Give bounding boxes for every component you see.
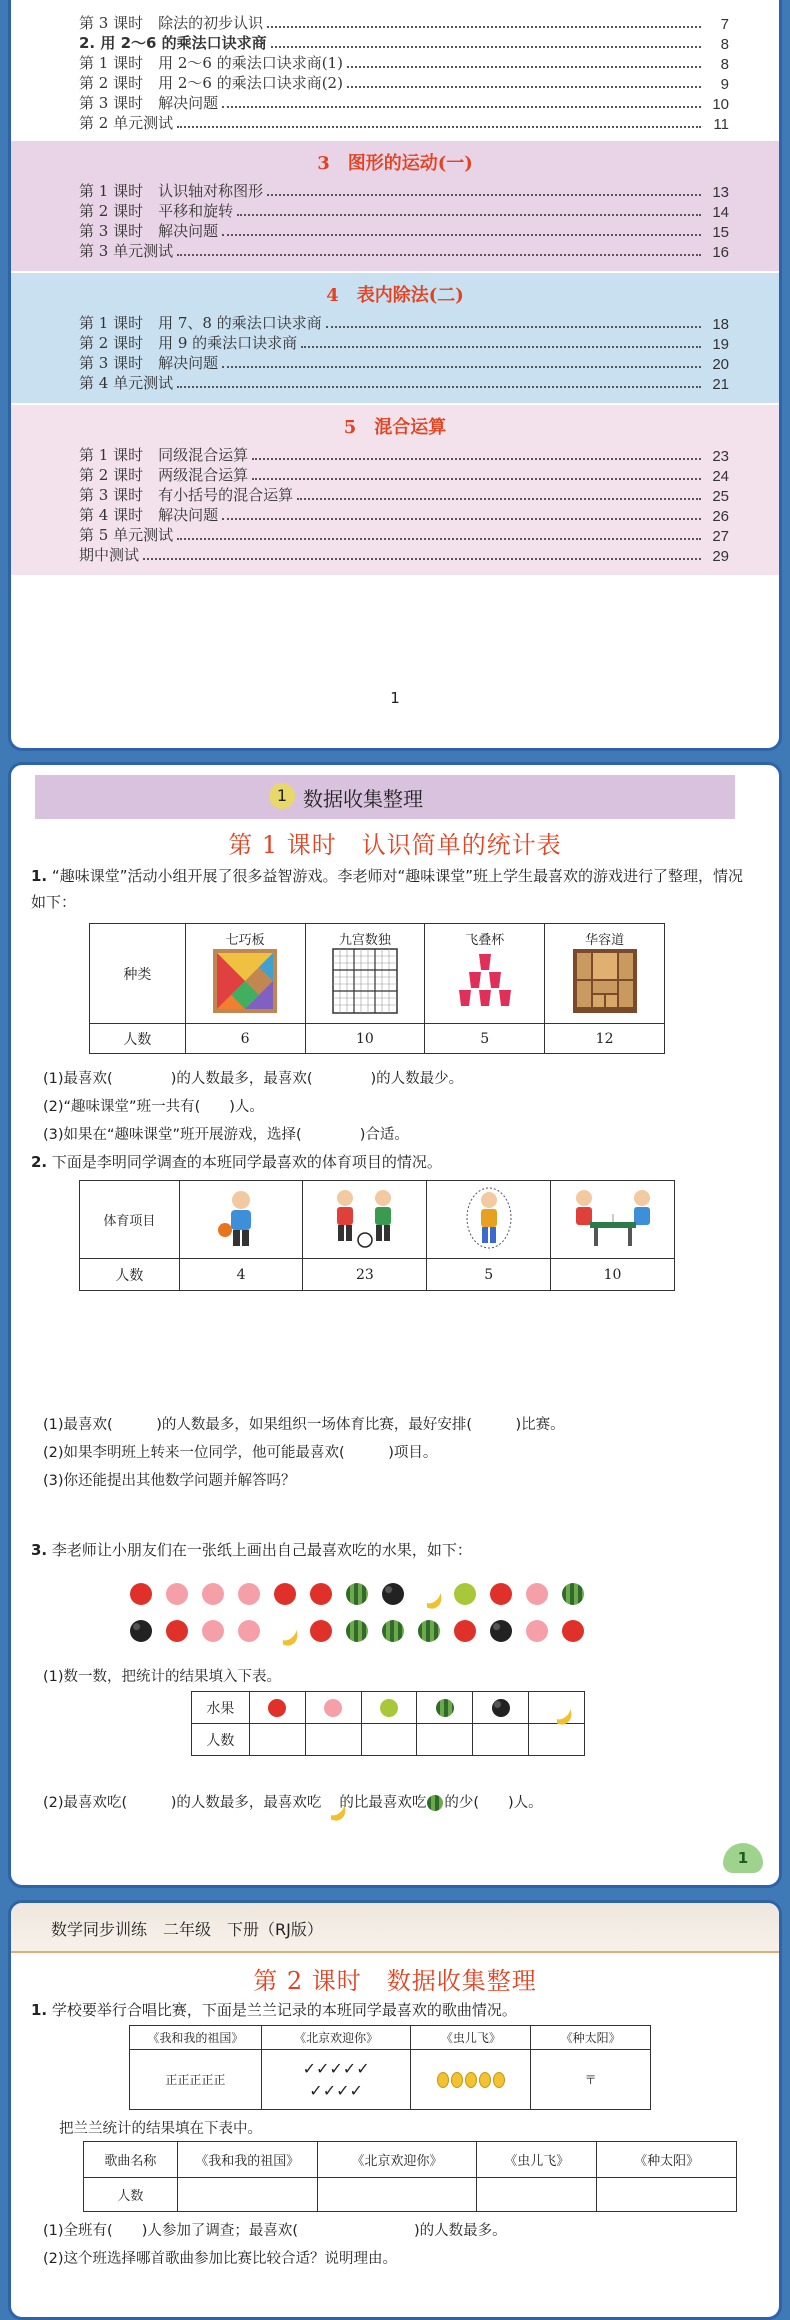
toc-entry xyxy=(79,503,729,525)
toc-entry-label: 第 3 单元测试 xyxy=(79,242,174,260)
q3-sub-2-part-a: (2)最喜欢吃( )的人数最多，最喜欢吃 xyxy=(43,1795,322,1811)
toc-entry xyxy=(79,523,729,545)
watermelon-icon xyxy=(436,1699,454,1717)
toc-entry-label: 第 2 单元测试 xyxy=(79,114,174,132)
peach-icon xyxy=(526,1620,548,1642)
answer-cell[interactable] xyxy=(417,1724,473,1756)
basketball-kid-icon xyxy=(211,1186,271,1250)
toc-dot-leader xyxy=(252,478,701,480)
lesson-2-page xyxy=(8,1900,782,2320)
toc-entry-page: 11 xyxy=(713,116,729,133)
question-number: 1. xyxy=(31,2001,48,2019)
banana-icon xyxy=(322,1795,338,1811)
count-cell: 10 xyxy=(305,1024,425,1054)
toc-entry xyxy=(79,11,729,33)
toc-entry-page: 8 xyxy=(720,56,729,73)
tally-marks: ✓✓✓✓ xyxy=(309,2080,363,2100)
coin-icon xyxy=(437,2072,449,2088)
toc-entry-page: 15 xyxy=(712,224,729,241)
apple-icon xyxy=(274,1583,296,1605)
toc-entry xyxy=(79,31,729,53)
fruit-header-cell xyxy=(529,1692,585,1724)
q1-sub-2: (2)“趣味课堂”班一共有( )人。 xyxy=(43,1099,264,1115)
q1-sub-3: (3)如果在“趣味课堂”班开展游戏，选择( )合适。 xyxy=(43,1127,409,1143)
apple-icon xyxy=(310,1620,332,1642)
grape-icon xyxy=(130,1620,152,1642)
toc-dot-leader xyxy=(177,386,701,388)
row-label: 人数 xyxy=(84,2178,178,2212)
watermelon-icon xyxy=(346,1620,368,1642)
peach-icon xyxy=(202,1583,224,1605)
lesson-title: 第 1 课时 认识简单的统计表 xyxy=(228,831,562,859)
toc-entry xyxy=(79,51,729,73)
lesson-1-page xyxy=(8,762,782,1888)
apple-icon xyxy=(166,1620,188,1642)
song-tally-table xyxy=(129,2025,651,2110)
answer-cell[interactable] xyxy=(473,1724,529,1756)
toc-dot-leader xyxy=(177,538,701,540)
song-name: 《虫儿飞》 xyxy=(477,2142,597,2178)
q3-sub-1: (1)数一数，把统计的结果填入下表。 xyxy=(43,1669,282,1685)
question-1 xyxy=(31,1997,751,2023)
toc-entry-page: 25 xyxy=(712,488,729,505)
q2-sub-1: (1)最喜欢( )的人数最多，如果组织一场体育比赛，最好安排( )比赛。 xyxy=(43,1417,565,1433)
toc-entry xyxy=(79,219,729,241)
grape-icon xyxy=(382,1583,404,1605)
toc-entry-page: 21 xyxy=(712,376,729,393)
toc-entry xyxy=(79,371,729,393)
banana-icon xyxy=(274,1620,296,1642)
toc-entry-page: 18 xyxy=(712,316,729,333)
fruit-row xyxy=(123,1620,591,1650)
count-cell: 4 xyxy=(179,1259,303,1291)
sport-cell xyxy=(179,1181,303,1259)
toc-entry-label: 第 3 课时 除法的初步认识 xyxy=(79,14,264,32)
question-number: 1. xyxy=(31,867,48,885)
count-cell: 5 xyxy=(425,1024,545,1054)
row-label: 人数 xyxy=(192,1724,250,1756)
question-number: 3. xyxy=(31,1541,48,1559)
pear-icon xyxy=(454,1583,476,1605)
answer-cell[interactable] xyxy=(477,2178,597,2212)
toc-entry xyxy=(79,483,729,505)
toc-dot-leader xyxy=(297,498,701,500)
toc-dot-leader xyxy=(177,126,701,128)
toc-entry xyxy=(79,331,729,353)
q1-sub-2: (2)这个班选择哪首歌曲参加比赛比较合适？说明理由。 xyxy=(43,2251,398,2267)
toc-entry-label: 期中测试 xyxy=(79,546,140,564)
coin-icon xyxy=(451,2072,463,2088)
row-label: 种类 xyxy=(90,924,186,1024)
watermelon-icon xyxy=(427,1795,443,1811)
song-name: 《我和我的祖国》 xyxy=(177,2142,317,2178)
q3-sub-2 xyxy=(43,1791,543,1812)
apple-icon xyxy=(454,1620,476,1642)
coin-icon xyxy=(479,2072,491,2088)
toc-entry-label: 第 2 课时 用 9 的乘法口诀求商 xyxy=(79,334,298,352)
toc-dot-leader xyxy=(252,458,701,460)
grape-icon xyxy=(492,1699,510,1717)
toc-entry-label: 第 3 课时 解决问题 xyxy=(79,94,219,112)
toc-dot-leader xyxy=(143,558,701,560)
stacked-cups-icon xyxy=(452,948,518,1014)
game-cell xyxy=(305,924,425,1024)
row-label: 歌曲名称 xyxy=(84,2142,178,2178)
page-header: 数学同步训练 二年级 下册（RJ版） xyxy=(51,1920,323,1939)
tangram-icon xyxy=(212,948,278,1014)
toc-dot-leader xyxy=(237,214,701,216)
toc-entry-label: 第 2 课时 用 2～6 的乘法口诀求商(2) xyxy=(79,74,343,92)
watermelon-icon xyxy=(346,1583,368,1605)
sport-table xyxy=(79,1180,675,1291)
count-cell: 5 xyxy=(427,1259,551,1291)
question-text: 学校要举行合唱比赛，下面是兰兰记录的本班同学最喜欢的歌曲情况。 xyxy=(51,2001,517,2019)
q3-sub-2-part-b: 的比最喜欢吃 xyxy=(339,1795,427,1811)
apple-icon xyxy=(490,1583,512,1605)
answer-cell[interactable] xyxy=(249,1724,305,1756)
toc-entry-label: 第 4 单元测试 xyxy=(79,374,174,392)
toc-entry xyxy=(79,199,729,221)
song-name: 《北京欢迎你》 xyxy=(317,2142,477,2178)
toc-entry-label: 第 3 课时 解决问题 xyxy=(79,222,219,240)
q2-sub-2: (2)如果李明班上转来一位同学，他可能最喜欢( )项目。 xyxy=(43,1445,438,1461)
q1-sub-1: (1)最喜欢( )的人数最多，最喜欢( )的人数最少。 xyxy=(43,1071,464,1087)
toc-dot-leader xyxy=(301,346,701,348)
peach-icon xyxy=(324,1699,342,1717)
watermelon-icon xyxy=(382,1620,404,1642)
q2-sub-3: (3)你还能提出其他数学问题并解答吗？ xyxy=(43,1473,296,1489)
toc-entry-label: 第 3 课时 有小括号的混合运算 xyxy=(79,486,294,504)
toc-dot-leader xyxy=(177,254,701,256)
toc-section-title: 4 表内除法(二) xyxy=(326,285,464,306)
toc-dot-leader xyxy=(267,26,701,28)
toc-entry-page: 19 xyxy=(712,336,729,353)
toc-entry-label: 第 2 课时 平移和旋转 xyxy=(79,202,234,220)
tally-marks: ✓✓✓✓✓ xyxy=(302,2058,370,2078)
toc-dot-leader xyxy=(347,86,701,88)
toc-entry-label: 第 1 课时 认识轴对称图形 xyxy=(79,182,264,200)
answer-cell[interactable] xyxy=(597,2178,737,2212)
chapter-title: 数据收集整理 xyxy=(303,787,423,811)
answer-cell[interactable] xyxy=(317,2178,477,2212)
apple-icon xyxy=(130,1583,152,1605)
answer-cell[interactable] xyxy=(177,2178,317,2212)
row-label: 人数 xyxy=(90,1024,186,1054)
answer-cell[interactable] xyxy=(305,1724,361,1756)
toc-entry-page: 16 xyxy=(712,244,729,261)
toc-entry xyxy=(79,239,729,261)
pear-icon xyxy=(380,1699,398,1717)
game-table xyxy=(89,923,665,1054)
tally-cell xyxy=(261,2050,411,2110)
coin-icon xyxy=(465,2072,477,2088)
fruit-header-cell xyxy=(417,1692,473,1724)
tally-cell: 〒 xyxy=(531,2050,651,2110)
toc-entry-label: 第 2 课时 两级混合运算 xyxy=(79,466,249,484)
question-number: 2. xyxy=(31,1153,48,1171)
toc-entry-page: 26 xyxy=(712,508,729,525)
answer-cell[interactable] xyxy=(529,1724,585,1756)
toc-entry xyxy=(79,91,729,113)
toc-entry xyxy=(79,463,729,485)
grape-icon xyxy=(490,1620,512,1642)
peach-icon xyxy=(238,1620,260,1642)
sport-cell xyxy=(551,1181,675,1259)
lesson-title: 第 2 课时 数据收集整理 xyxy=(253,1967,537,1995)
count-cell: 23 xyxy=(303,1259,427,1291)
sport-cell xyxy=(303,1181,427,1259)
fruit-header-cell xyxy=(249,1692,305,1724)
song-name: 《种太阳》 xyxy=(597,2142,737,2178)
game-name: 华容道 xyxy=(585,933,625,948)
toc-dot-leader xyxy=(222,518,701,520)
question-2 xyxy=(31,1149,751,1175)
toc-page xyxy=(8,0,782,751)
toc-entry xyxy=(79,351,729,373)
toc-entry-label: 第 4 课时 解决问题 xyxy=(79,506,219,524)
toc-entry-page: 14 xyxy=(712,204,729,221)
song-name: 《种太阳》 xyxy=(531,2026,651,2050)
tally-cell: 正正正正正 xyxy=(130,2050,262,2110)
toc-entry xyxy=(79,443,729,465)
row-label: 人数 xyxy=(80,1259,180,1291)
toc-dot-leader xyxy=(271,46,701,48)
chapter-number: 1 xyxy=(269,783,295,809)
toc-entry-page: 23 xyxy=(712,448,729,465)
game-cell xyxy=(425,924,545,1024)
song-name: 《虫儿飞》 xyxy=(411,2026,531,2050)
apple-icon xyxy=(268,1699,286,1717)
toc-dot-leader xyxy=(222,234,701,236)
toc-entry-page: 7 xyxy=(720,16,729,33)
question-text: 下面是李明同学调查的本班同学最喜欢的体育项目的情况。 xyxy=(51,1153,442,1171)
toc-entry-page: 10 xyxy=(712,96,729,113)
toc-entry-page: 27 xyxy=(712,528,729,545)
game-cell xyxy=(545,924,665,1024)
toc-section-title: 3 图形的运动(一) xyxy=(317,153,473,174)
watermelon-icon xyxy=(418,1620,440,1642)
row-label: 水果 xyxy=(192,1692,250,1724)
game-cell xyxy=(185,924,305,1024)
q3-sub-2-part-c: 的少( )人。 xyxy=(444,1795,543,1811)
apple-icon xyxy=(562,1620,584,1642)
toc-entry-label: 第 3 课时 解决问题 xyxy=(79,354,219,372)
game-name: 飞叠杯 xyxy=(465,933,505,948)
toc-entry-page: 29 xyxy=(712,548,729,565)
banana-icon xyxy=(548,1699,566,1717)
jump-rope-kid-icon xyxy=(459,1186,519,1250)
question-text: “趣味课堂”活动小组开展了很多益智游戏。李老师对“趣味课堂”班上学生最喜欢的游戏进行了整理，情况如下： xyxy=(31,867,744,911)
question-3 xyxy=(31,1537,751,1563)
toc-entry-page: 9 xyxy=(720,76,729,93)
sport-cell xyxy=(427,1181,551,1259)
fruit-header-cell xyxy=(361,1692,417,1724)
fruit-header-cell xyxy=(473,1692,529,1724)
song-name: 《北京欢迎你》 xyxy=(261,2026,411,2050)
toc-entry-label: 第 1 课时 用 7、8 的乘法口诀求商 xyxy=(79,314,322,332)
toc-dot-leader xyxy=(326,326,701,328)
toc-entry xyxy=(79,311,729,333)
toc-entry-page: 24 xyxy=(712,468,729,485)
count-cell: 6 xyxy=(185,1024,305,1054)
watermelon-icon xyxy=(562,1583,584,1605)
peach-icon xyxy=(526,1583,548,1605)
toc-entry xyxy=(79,543,729,565)
table-tennis-kids-icon xyxy=(570,1186,656,1250)
toc-entry-label: 2. 用 2～6 的乘法口诀求商 xyxy=(79,34,267,52)
peach-icon xyxy=(202,1620,224,1642)
toc-dot-leader xyxy=(267,194,701,196)
row-label: 体育项目 xyxy=(80,1181,180,1259)
toc-entry-page: 20 xyxy=(712,356,729,373)
toc-dot-leader xyxy=(347,66,701,68)
fruit-header-cell xyxy=(305,1692,361,1724)
page-number: 1 xyxy=(390,689,400,707)
question-1 xyxy=(31,863,751,915)
toc-entry xyxy=(79,111,729,133)
fruit-row xyxy=(123,1583,591,1613)
answer-cell[interactable] xyxy=(361,1724,417,1756)
fruit-table xyxy=(191,1691,585,1756)
sudoku-grid-icon xyxy=(332,948,398,1014)
apple-icon xyxy=(310,1583,332,1605)
toc-entry-label: 第 5 单元测试 xyxy=(79,526,174,544)
huarong-puzzle-icon xyxy=(572,948,638,1014)
q1-sub-1: (1)全班有( )人参加了调查；最喜欢( )的人数最多。 xyxy=(43,2223,507,2239)
toc-dot-leader xyxy=(222,366,701,368)
song-count-table xyxy=(83,2141,737,2212)
toc-entry-label: 第 1 课时 同级混合运算 xyxy=(79,446,249,464)
coin-icon xyxy=(493,2072,505,2088)
tally-cell xyxy=(411,2050,531,2110)
toc-entry-label: 第 1 课时 用 2～6 的乘法口诀求商(1) xyxy=(79,54,343,72)
toc-entry xyxy=(79,71,729,93)
toc-dot-leader xyxy=(222,106,701,108)
count-cell: 12 xyxy=(545,1024,665,1054)
page-number-badge: 1 xyxy=(723,1843,763,1873)
question-text: 李老师让小朋友们在一张纸上画出自己最喜欢吃的水果，如下： xyxy=(51,1541,472,1559)
soccer-kids-icon xyxy=(325,1186,405,1250)
peach-icon xyxy=(166,1583,188,1605)
fill-instruction: 把兰兰统计的结果填在下表中。 xyxy=(59,2121,262,2137)
count-cell: 10 xyxy=(551,1259,675,1291)
toc-entry-page: 8 xyxy=(720,36,729,53)
game-name: 九宫数独 xyxy=(338,933,391,948)
banana-icon xyxy=(418,1583,440,1605)
toc-section-title: 5 混合运算 xyxy=(343,417,447,438)
song-name: 《我和我的祖国》 xyxy=(130,2026,262,2050)
peach-icon xyxy=(238,1583,260,1605)
game-name: 七巧板 xyxy=(225,933,265,948)
toc-entry-page: 13 xyxy=(712,184,729,201)
toc-entry xyxy=(79,179,729,201)
